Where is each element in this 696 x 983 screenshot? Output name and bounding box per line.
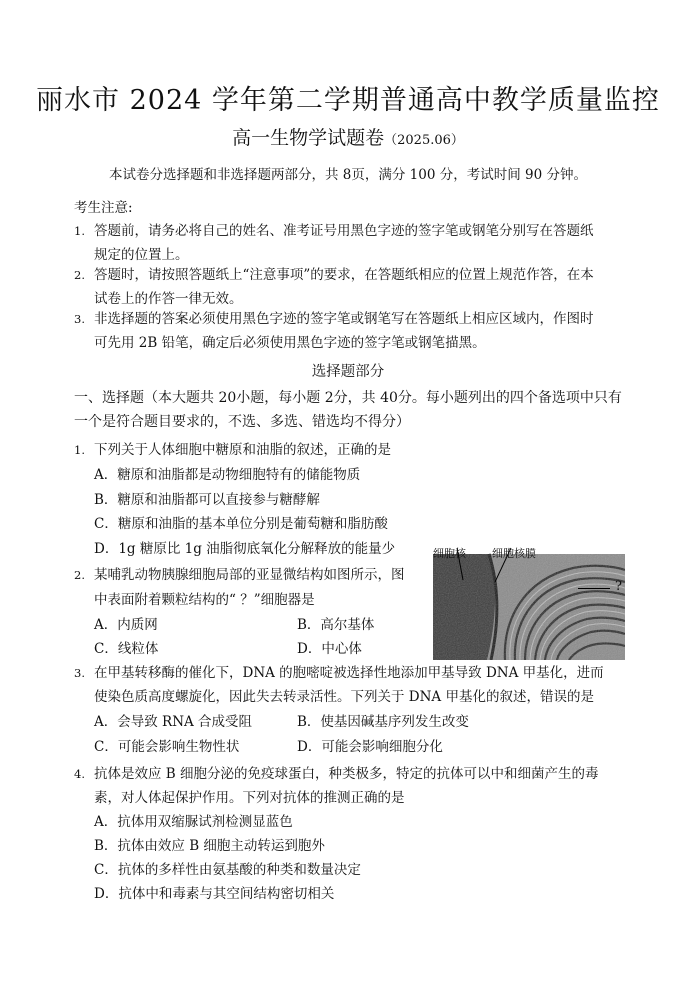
note-2-cont: 试卷上的作答一律无效。 — [94, 291, 243, 307]
label-nuclear-membrane: 细胞核膜 — [492, 547, 536, 560]
label-question-mark: ? — [615, 579, 622, 594]
part-intro-line1: 一、选择题（本大题共 20小题，每小题 2分，共 40分。每小题列出的四个备选项中只有 — [74, 390, 622, 406]
q2-option-c: C．线粒体 — [94, 641, 159, 657]
note-1-cont: 规定的位置上。 — [94, 247, 189, 263]
exam-intro: 本试卷分选择题和非选择题两部分，共 8页，满分 100 分，考试时间 90 分钟。 — [109, 167, 587, 183]
note-1 — [74, 219, 594, 243]
q3-option-d: D．可能会影响细胞分化 — [297, 739, 443, 755]
question-2-stem — [74, 563, 405, 587]
question-number: 2. — [74, 568, 85, 582]
question-text: 在甲基转移酶的催化下，DNA 的胞嘧啶被选择性地添加甲基导致 DNA 甲基化，进而 — [94, 665, 604, 681]
question-text: 下列关于人体细胞中糖原和油脂的叙述，正确的是 — [94, 442, 391, 458]
question-3-stem-cont: 使染色质高度螺旋化，因此失去转录活性。下列关于 DNA 甲基化的叙述，错误的是 — [94, 689, 594, 705]
q4-option-d: D．抗体中和毒素与其空间结构密切相关 — [94, 886, 335, 902]
note-text: 答题时，请按照答题纸上“注意事项”的要求，在答题纸相应的位置上规范作答，在本 — [94, 267, 594, 283]
note-3-cont: 可先用 2B 铅笔，确定后必须使用黑色字迹的签字笔或钢笔描黑。 — [94, 335, 486, 351]
q3-option-b: B．使基因碱基序列发生改变 — [297, 714, 469, 730]
question-4-stem — [74, 762, 599, 786]
part-intro-line2: 一个是符合题目要求的，不选、多选、错选均不得分） — [74, 414, 410, 430]
question-1-stem — [74, 438, 391, 462]
exam-title: 丽水市 2024 学年第二学期普通高中教学质量监控 — [36, 85, 660, 116]
q4-option-b: B．抗体由效应 B 细胞主动转运到胞外 — [94, 838, 325, 854]
q3-option-a: A．会导致 RNA 合成受阻 — [94, 714, 253, 730]
question-number: 3. — [74, 666, 85, 680]
section-title: 选择题部分 — [311, 364, 385, 380]
question-2-stem-cont: 中表面附着颗粒结构的“ ？”细胞器是 — [94, 592, 315, 608]
q1-option-c: C．糖原和油脂的基本单位分别是葡萄糖和脂肪酸 — [94, 516, 388, 532]
q3-option-c: C．可能会影响生物性状 — [94, 739, 240, 755]
exam-subtitle — [0, 123, 696, 150]
note-text: 答题前，请务必将自己的姓名、准考证号用黑色字迹的签字笔或钢笔分别写在答题纸 — [94, 223, 594, 239]
note-3 — [74, 307, 594, 331]
note-number: 3. — [74, 312, 85, 326]
question-number: 1. — [74, 443, 85, 457]
q1-option-b: B．糖原和油脂都可以直接参与糖酵解 — [94, 492, 320, 508]
note-2 — [74, 263, 594, 287]
q2-option-a: A．内质网 — [94, 617, 158, 633]
notes-heading: 考生注意: — [74, 200, 133, 216]
note-number: 2. — [74, 268, 85, 282]
micrograph-grain — [433, 554, 625, 660]
q1-option-a: A．糖原和油脂都是动物细胞特有的储能物质 — [94, 467, 361, 483]
subtitle-text: 高一生物学试题卷 — [232, 127, 385, 149]
question-text: 某哺乳动物胰腺细胞局部的亚显微结构如图所示，图 — [94, 567, 405, 583]
question-number: 4. — [74, 767, 85, 781]
question-mark-pointer — [578, 588, 610, 589]
q2-option-b: B．高尔基体 — [297, 617, 375, 633]
q4-option-a: A．抗体用双缩脲试剂检测显蓝色 — [94, 814, 293, 830]
q1-option-d: D．1g 糖原比 1g 油脂彻底氧化分解释放的能量少 — [94, 541, 396, 557]
exam-date: （2025.06） — [384, 133, 464, 148]
q2-option-d: D．中心体 — [297, 641, 362, 657]
question-4-stem-cont: 素，对人体起保护作用。下列对抗体的推测正确的是 — [94, 790, 405, 806]
note-number: 1. — [74, 224, 85, 238]
q4-option-c: C．抗体的多样性由氨基酸的种类和数量决定 — [94, 862, 361, 878]
question-3-stem — [74, 661, 604, 685]
question-text: 抗体是效应 B 细胞分泌的免疫球蛋白，种类极多，特定的抗体可以中和细菌产生的毒 — [94, 766, 599, 782]
label-nucleus: 细胞核 — [433, 547, 466, 560]
note-text: 非选择题的答案必须使用黑色字迹的签字笔或钢笔写在答题纸上相应区域内，作图时 — [94, 311, 594, 327]
